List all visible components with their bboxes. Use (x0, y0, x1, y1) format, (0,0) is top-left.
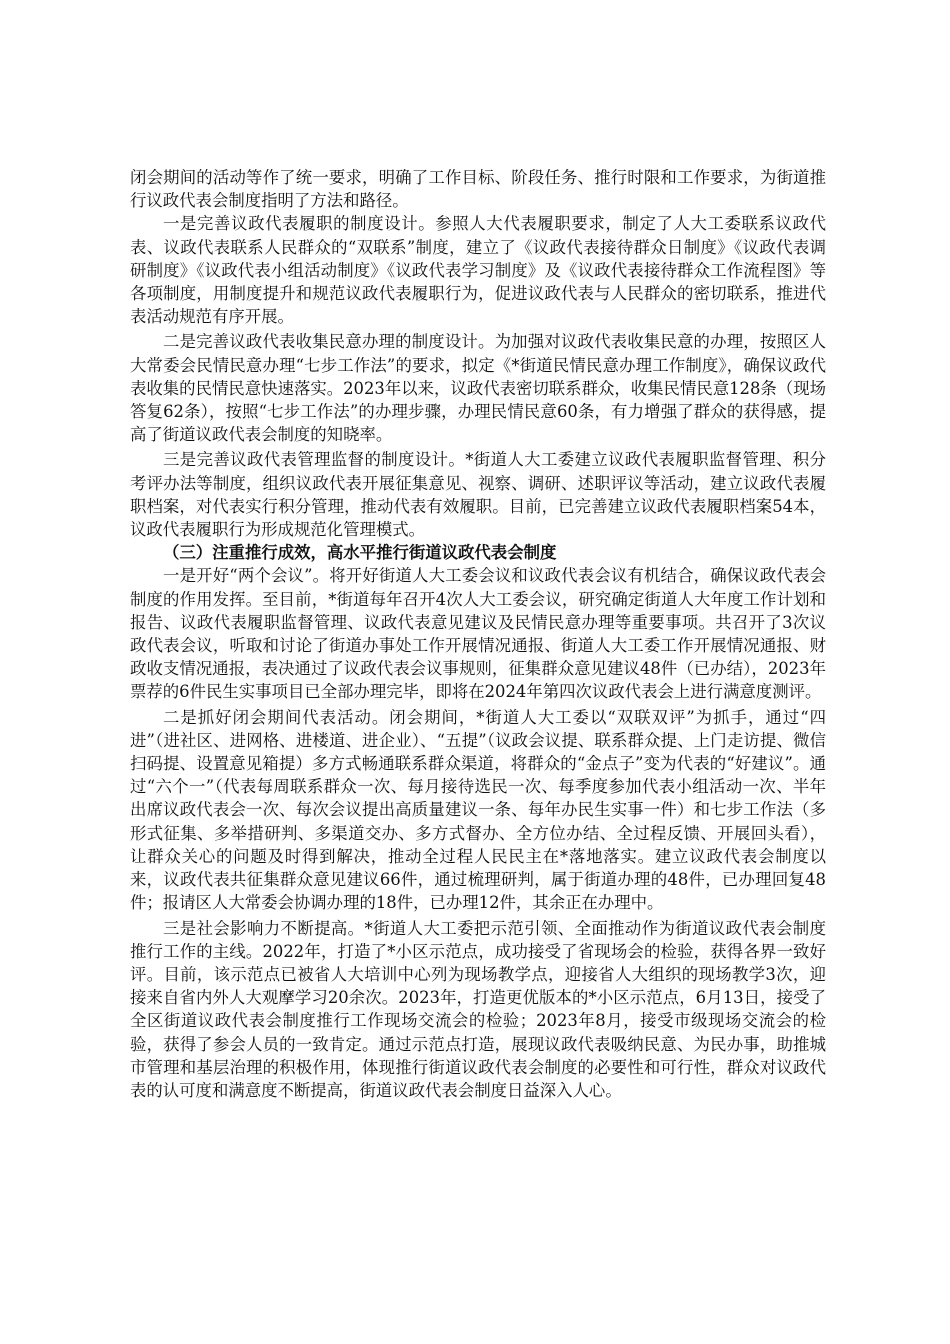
paragraph-two-meetings: 一是开好“两个会议”。将开好街道人大工委会议和议政代表会议有机结合，确保议政代表会制度的作用发挥。至目前，*街道每年召开4次人大工委会议，研究确定街道人大年度工作计划和报告、议政代表履职监督管理、议政代表意见建议及民情民意办理等重要事项。共召开了3次议政代表会议，听取和讨论了街道办事处工作开展情况通报、街道人大工委工作开展情况通报、财政收支情况通报，表决通过了议政代表会议事规则，征集群众意见建议48件（已办结），2023年票荐的6件民生实事项目已全部办理完毕，即将在2024年第四次议政代表会上进行满意度测评。 (130, 566, 826, 702)
paragraph-continuation: 闭会期间的活动等作了统一要求，明确了工作目标、阶段任务、推行时限和工作要求，为街道推行议政代表会制度指明了方法和路径。 (130, 168, 826, 211)
paragraph-institution-design-duties: 一是完善议政代表履职的制度设计。参照人大代表履职要求，制定了人大工委联系议政代表、议政代表联系人民群众的“双联系”制度，建立了《议政代表接待群众日制度》《议政代表调研制度》《议政代表小组活动制度》《议政代表学习制度》及《议政代表接待群众工作流程图》等各项制度，用制度提升和规范议政代表履职行为，促进议政代表与人民群众的密切联系，推进代表活动规范有序开展。 (130, 214, 826, 327)
paragraph-social-influence: 三是社会影响力不断提高。*街道人大工委把示范引领、全面推动作为街道议政代表会制度推行工作的主线。2022年，打造了*小区示范点，成功接受了省现场会的检验，获得各界一致好评。目前，该示范点已被省人大培训中心列为现场教学点，迎接省人大组织的现场教学3次，迎接来自省内外人大观摩学习20余次。2023年，打造更优版本的*小区示范点，6月13日，接受了全区街道议政代表会制度推行工作现场交流会的检验；2023年8月，接受市级现场交流会的检验，获得了参会人员的一致肯定。通过示范点打造，展现议政代表吸纳民意、为民办事，助推城市管理和基层治理的积极作用，体现推行街道议政代表会制度的必要性和可行性，群众对议政代表的认可度和满意度不断提高，街道议政代表会制度日益深入人心。 (130, 918, 826, 1100)
section-heading-3: （三）注重推行成效，高水平推行街道议政代表会制度 (163, 543, 557, 563)
paragraph-public-opinion-handling: 二是完善议政代表收集民意办理的制度设计。为加强对议政代表收集民意的办理，按照区人大常委会民情民意办理“七步工作法”的要求，拟定《*街道民情民意办理工作制度》，确保议政代表收集的民情民意快速落实。2023年以来，议政代表密切联系群众，收集民情民意128条（现场答复62条），按照“七步工作法”的办理步骤，办理民情民意60条，有力增强了群众的获得感，提高了街道议政代表会制度的知晓率。 (130, 332, 826, 445)
document-page (130, 166, 826, 1102)
paragraph-recess-activities: 二是抓好闭会期间代表活动。闭会期间，*街道人大工委以“双联双评”为抓手，通过“四进”（进社区、进网格、进楼道、进企业）、“五提”（议政会议提、联系群众提、上门走访提、微信扫码提、设置意见箱提）多方式畅通联系群众渠道，将群众的“金点子”变为代表的“好建议”。通过“六个一”（代表每周联系群众一次、每月接待选民一次、每季度参加代表小组活动一次、半年出席议政代表会一次、每次会议提出高质量建议一条、每年办民生实事一件）和七步工作法（多形式征集、多举措研判、多渠道交办、多方式督办、全方位办结、全过程反馈、开展回头看），让群众关心的问题及时得到解决，推动全过程人民民主在*落地落实。建立议政代表会制度以来，议政代表共征集群众意见建议66件，通过梳理研判，属于街道办理的48件，已办理回复48件；报请区人大常委会协调办理的18件，已办理12件，其余正在办理中。 (130, 707, 826, 913)
paragraph-management-supervision: 三是完善议政代表管理监督的制度设计。*街道人大工委建立议政代表履职监督管理、积分考评办法等制度，组织议政代表开展征集意见、视察、调研、述职评议等活动，建立议政代表履职档案，对代表实行积分管理，推动代表有效履职。目前，已完善建立议政代表履职档案54本，议政代表履职行为形成规范化管理模式。 (130, 450, 826, 540)
